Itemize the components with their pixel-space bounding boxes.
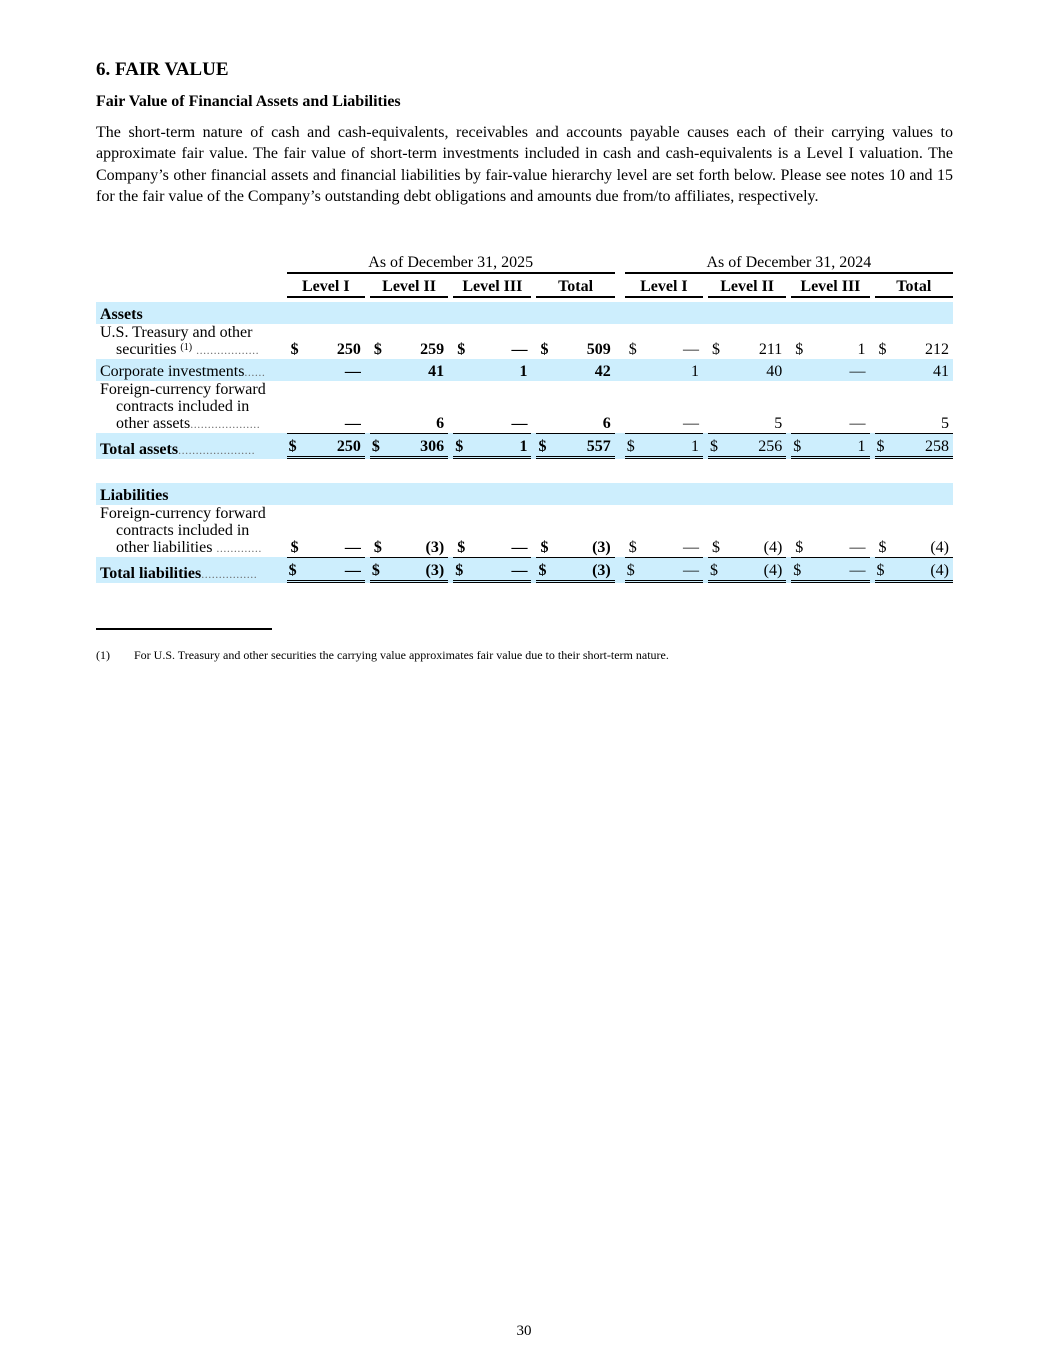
- currency-symbol: $: [708, 557, 724, 583]
- currency-symbol: $: [540, 341, 549, 358]
- col-2025-level3: Level III: [453, 274, 531, 298]
- cell-value: 212: [925, 341, 949, 358]
- currency-symbol: $: [795, 539, 804, 556]
- col-2025-level2: Level II: [370, 274, 448, 298]
- cell-value: 41: [891, 359, 953, 381]
- leader-dots: ....................: [190, 417, 261, 431]
- leader-dots: ..................: [196, 343, 260, 357]
- cell-value: (4): [930, 539, 949, 556]
- col-2025-level1: Level I: [287, 274, 365, 298]
- cell-value: 1: [469, 433, 531, 459]
- currency-symbol: $: [791, 433, 807, 459]
- year-header-row: [96, 250, 953, 274]
- currency-symbol: $: [370, 557, 386, 583]
- subsection-title: Fair Value of Financial Assets and Liabilities: [96, 93, 401, 110]
- currency-symbol: $: [795, 341, 804, 358]
- intro-paragraph: The short-term nature of cash and cash-equivalents, receivables and accounts payable causes each of their carrying values to approximate fair value. The fair value of short-term investments included in cash and cash-equivalents is a Level I valuation. The Company’s other financial assets and financial liabilities by fair-value hierarchy level are set forth below. Please see notes 10 and 15 for the fair value of the Company’s outstanding debt obligations and amounts due from/to affiliates, respectively.: [96, 124, 953, 206]
- cell-value: 1: [807, 433, 869, 459]
- cell-value: —: [511, 415, 528, 432]
- year-2024-header: As of December 31, 2024: [625, 250, 953, 274]
- row-label-line: other assets: [116, 415, 191, 432]
- footnote-text: For U.S. Treasury and other securities the carrying value approximates fair value due to their short-term nature.: [134, 648, 669, 662]
- row-label-line: other liabilities: [116, 539, 213, 556]
- cell-value: 5: [774, 415, 783, 432]
- cell-value: 40: [724, 359, 786, 381]
- cell-value: 1: [641, 433, 703, 459]
- currency-symbol: $: [712, 539, 721, 556]
- currency-symbol: $: [628, 539, 637, 556]
- fair-value-table: [96, 250, 953, 583]
- cell-value: 306: [386, 433, 448, 459]
- cell-value: —: [807, 359, 869, 381]
- currency-symbol: $: [457, 539, 466, 556]
- cell-value: 211: [758, 341, 783, 358]
- cell-value: (3): [553, 557, 615, 583]
- total-assets-row: [96, 433, 953, 459]
- leader-dots: ......: [244, 365, 266, 379]
- cell-value: —: [303, 557, 365, 583]
- row-label: Corporate investments: [100, 363, 245, 380]
- cell-value: 509: [586, 341, 611, 358]
- table-row: [96, 381, 953, 433]
- cell-value: (4): [763, 539, 783, 556]
- year-2025-header: As of December 31, 2025: [287, 250, 615, 274]
- page-number: 30: [516, 1323, 532, 1339]
- total-liabilities-row: [96, 557, 953, 583]
- page-content: [96, 58, 953, 582]
- cell-value: —: [849, 539, 866, 556]
- cell-value: 1: [641, 359, 703, 381]
- cell-value: 557: [553, 433, 615, 459]
- cell-value: (4): [724, 557, 786, 583]
- cell-value: —: [683, 415, 699, 432]
- row-label: Total liabilities: [100, 565, 202, 582]
- currency-symbol: $: [453, 433, 469, 459]
- cell-value: 6: [436, 415, 445, 432]
- cell-value: 1: [857, 341, 866, 358]
- footnote-marker: (1): [180, 342, 193, 353]
- col-2024-level3: Level III: [791, 274, 869, 298]
- currency-symbol: $: [290, 341, 299, 358]
- row-label: Total assets: [100, 441, 179, 458]
- col-2024-total: Total: [875, 274, 953, 298]
- cell-value: 42: [553, 359, 615, 381]
- currency-symbol: $: [457, 341, 466, 358]
- cell-value: —: [683, 539, 699, 556]
- currency-symbol: $: [536, 557, 552, 583]
- cell-value: 41: [386, 359, 448, 381]
- cell-value: —: [511, 341, 528, 358]
- col-2025-total: Total: [536, 274, 614, 298]
- currency-symbol: $: [875, 433, 891, 459]
- cell-value: 6: [602, 415, 611, 432]
- cell-value: —: [849, 415, 866, 432]
- currency-symbol: $: [628, 341, 637, 358]
- cell-value: —: [344, 415, 361, 432]
- leader-dots: .............: [216, 541, 262, 555]
- currency-symbol: $: [708, 433, 724, 459]
- cell-value: (4): [891, 557, 953, 583]
- currency-symbol: $: [540, 539, 549, 556]
- currency-symbol: $: [287, 433, 303, 459]
- cell-value: —: [641, 557, 703, 583]
- cell-value: 250: [336, 341, 361, 358]
- cell-value: 258: [891, 433, 953, 459]
- cell-value: (3): [592, 539, 611, 556]
- table-row: [96, 359, 953, 381]
- currency-symbol: $: [712, 341, 721, 358]
- currency-symbol: $: [373, 539, 382, 556]
- cell-value: 259: [420, 341, 445, 358]
- currency-symbol: $: [875, 557, 891, 583]
- assets-section-header: Assets: [96, 302, 953, 324]
- cell-value: 250: [303, 433, 365, 459]
- cell-value: 5: [941, 415, 949, 432]
- col-2024-level2: Level II: [708, 274, 786, 298]
- cell-value: 1: [469, 359, 531, 381]
- currency-symbol: $: [878, 539, 887, 556]
- currency-symbol: $: [370, 433, 386, 459]
- currency-symbol: $: [290, 539, 299, 556]
- row-label-line: contracts included in: [116, 522, 250, 539]
- leader-dots: ................: [201, 567, 258, 581]
- currency-symbol: $: [373, 341, 382, 358]
- currency-symbol: $: [536, 433, 552, 459]
- cell-value: —: [469, 557, 531, 583]
- cell-value: —: [344, 539, 361, 556]
- table-row: [96, 324, 953, 359]
- footnote-divider: [96, 628, 272, 630]
- cell-value: —: [807, 557, 869, 583]
- row-label-line: securities: [116, 341, 177, 358]
- cell-value: —: [303, 359, 365, 381]
- row-label-line: Foreign-currency forward: [100, 381, 266, 398]
- section-title: 6. FAIR VALUE: [96, 59, 229, 80]
- col-2024-level1: Level I: [625, 274, 703, 298]
- table-row: [96, 505, 953, 557]
- row-label-line: Foreign-currency forward: [100, 505, 266, 522]
- row-label-line: contracts included in: [116, 398, 250, 415]
- level-header-row: [96, 274, 953, 298]
- footnote: [96, 647, 669, 663]
- footnote-marker: (1): [96, 648, 110, 662]
- cell-value: —: [511, 539, 528, 556]
- currency-symbol: $: [625, 557, 641, 583]
- currency-symbol: $: [878, 341, 887, 358]
- currency-symbol: $: [453, 557, 469, 583]
- row-label-line: U.S. Treasury and other: [100, 324, 253, 341]
- currency-symbol: $: [791, 557, 807, 583]
- cell-value: 256: [724, 433, 786, 459]
- currency-symbol: $: [287, 557, 303, 583]
- cell-value: (3): [386, 557, 448, 583]
- liabilities-section-header: Liabilities: [96, 483, 953, 505]
- cell-value: —: [683, 341, 699, 358]
- leader-dots: ......................: [178, 443, 256, 457]
- cell-value: (3): [425, 539, 445, 556]
- currency-symbol: $: [625, 433, 641, 459]
